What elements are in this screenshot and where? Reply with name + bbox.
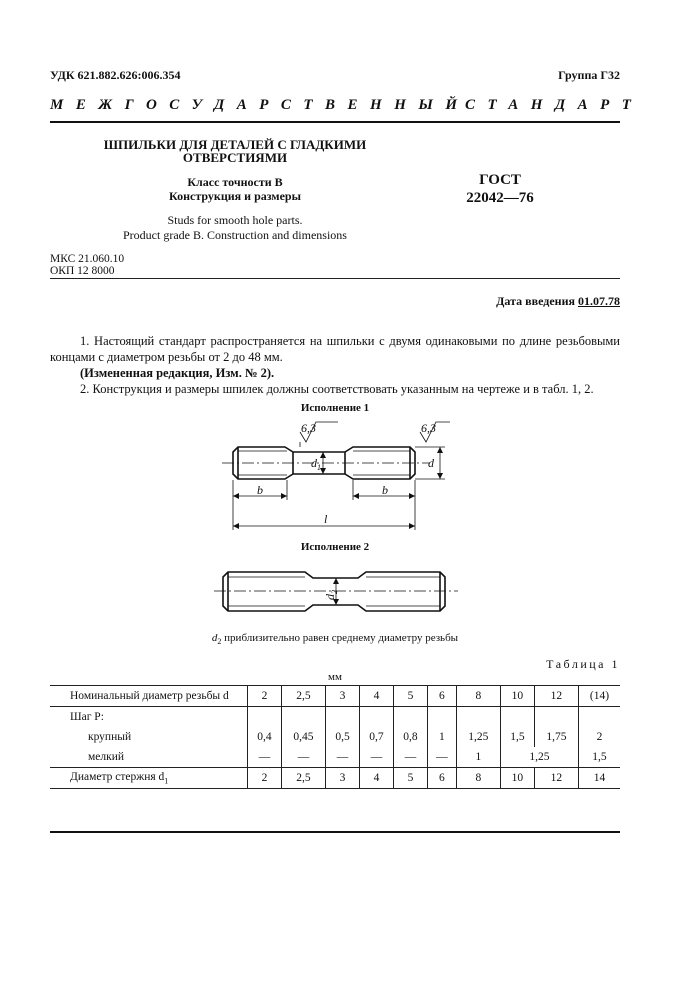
- table-cell: 0,4: [248, 727, 282, 747]
- title-line-2: ОТВЕРСТИЯМИ: [182, 150, 288, 165]
- table-cell: 1,5: [500, 727, 534, 747]
- drawing-2-note: [50, 632, 620, 646]
- table-cell: 1,25: [500, 747, 578, 768]
- table-cell: 8: [456, 768, 500, 789]
- english-title-line-1: Studs for smooth hole parts.: [167, 213, 303, 227]
- table-cell: —: [248, 747, 282, 768]
- table-row: [50, 686, 620, 707]
- table-cell: 1,5: [578, 747, 620, 768]
- drawing-1-caption: Исполнение 1: [300, 402, 370, 414]
- table-cell: —: [326, 747, 360, 768]
- fine-label-cell: мелкий: [88, 751, 125, 763]
- label-b-left: b: [257, 483, 263, 497]
- table-cell: 2: [248, 686, 282, 707]
- table-cell: 10: [500, 768, 534, 789]
- table-cell: 2,5: [281, 768, 325, 789]
- subtitle-line-1: Класс точности В: [187, 175, 283, 189]
- label-l: l: [324, 512, 328, 526]
- intro-date-value: 01.07.78: [578, 294, 620, 308]
- table-cell: 5: [393, 686, 427, 707]
- note-text: приблизительно равен среднему диаметру резьбы: [221, 632, 459, 644]
- table-cell: 1: [456, 747, 500, 768]
- table-cell: 2: [578, 727, 620, 747]
- roughness-left: 6,3: [301, 421, 316, 435]
- group-code: Группа Г32: [558, 68, 620, 82]
- label-b-right: b: [382, 483, 388, 497]
- table-row: [50, 747, 620, 768]
- drawing-2-caption: Исполнение 2: [300, 541, 370, 553]
- subtitle-line-2: Конструкция и размеры: [169, 189, 301, 203]
- interstate-word: МЕЖГОСУДАРСТВЕННЫЙ: [50, 97, 470, 113]
- note-symbol-sub: 2: [217, 637, 222, 647]
- english-title-line-2: Product grade B. Construction and dimensions: [123, 228, 347, 242]
- table-cell: 6: [427, 686, 456, 707]
- table-cell: 8: [456, 686, 500, 707]
- table-cell: 14: [578, 768, 620, 789]
- table-cell: —: [281, 747, 325, 768]
- roughness-right: 6,3: [421, 421, 436, 435]
- table-cell: 3: [326, 768, 360, 789]
- table-cell: 0,7: [359, 727, 393, 747]
- label-d: d: [428, 456, 434, 470]
- table-cell: —: [427, 747, 456, 768]
- table-cell: (14): [578, 686, 620, 707]
- table-row: [50, 707, 620, 728]
- table-cell: 12: [534, 686, 578, 707]
- note-symbol: d: [211, 632, 218, 644]
- gost-label: ГОСТ: [479, 172, 521, 188]
- gost-number: 22042—76: [466, 190, 534, 206]
- table-row: [50, 727, 620, 747]
- table-cell: 2,5: [281, 686, 325, 707]
- table-cell: 1,25: [456, 727, 500, 747]
- paragraph-2: 2. Конструкция и размеры шпилек должны соответствовать указанным на чертеже и в табл. 1, 2.: [80, 382, 594, 396]
- intro-date-label: Дата введения: [496, 294, 575, 308]
- paragraph-1: 1. Настоящий стандарт распространяется на шпильки с двумя одинаковыми по длине резьбовыми концами с диаметром резьбы от 2 до 48 мм.: [50, 334, 620, 364]
- table-cell: 10: [500, 686, 534, 707]
- table-cell: —: [393, 747, 427, 768]
- mks-code: МКС 21.060.10: [50, 253, 125, 265]
- table-cell: —: [359, 747, 393, 768]
- okp-code: ОКП 12 8000: [50, 265, 115, 277]
- rod-label-cell: Диаметр стержня $d_1$: [50, 768, 248, 789]
- label-d1: $d_1$: [311, 456, 321, 472]
- table-cell: 5: [393, 768, 427, 789]
- table-cell: 6: [427, 768, 456, 789]
- table-cell: 1: [427, 727, 456, 747]
- table-1-unit: мм: [328, 671, 342, 683]
- table-1-title: Таблица 1: [546, 657, 620, 671]
- table-cell: 0,5: [326, 727, 360, 747]
- table-cell: 0,8: [393, 727, 427, 747]
- table-cell: 0,45: [281, 727, 325, 747]
- pitch-label-cell: Шаг P:: [70, 711, 104, 723]
- table-cell: 4: [359, 686, 393, 707]
- table-cell: 4: [359, 768, 393, 789]
- table-1: [50, 685, 620, 789]
- udk-code: УДК 621.882.626:006.354: [50, 68, 181, 82]
- header-label-cell: Номинальный диаметр резьбы d: [50, 686, 248, 707]
- table-row: [50, 768, 620, 789]
- table-cell: 1,75: [534, 727, 578, 747]
- table-cell: 3: [326, 686, 360, 707]
- paragraph-1-note: (Измененная редакция, Изм. № 2).: [80, 366, 275, 380]
- coarse-label-cell: крупный: [88, 731, 132, 743]
- bottom-rule: [50, 831, 620, 833]
- table-cell: 2: [248, 768, 282, 789]
- label-d2: $d_2$: [323, 590, 339, 600]
- table-cell: 12: [534, 768, 578, 789]
- standard-word: СТАНДАРТ: [465, 97, 644, 113]
- title-line-1: ШПИЛЬКИ ДЛЯ ДЕТАЛЕЙ С ГЛАДКИМИ: [103, 137, 367, 152]
